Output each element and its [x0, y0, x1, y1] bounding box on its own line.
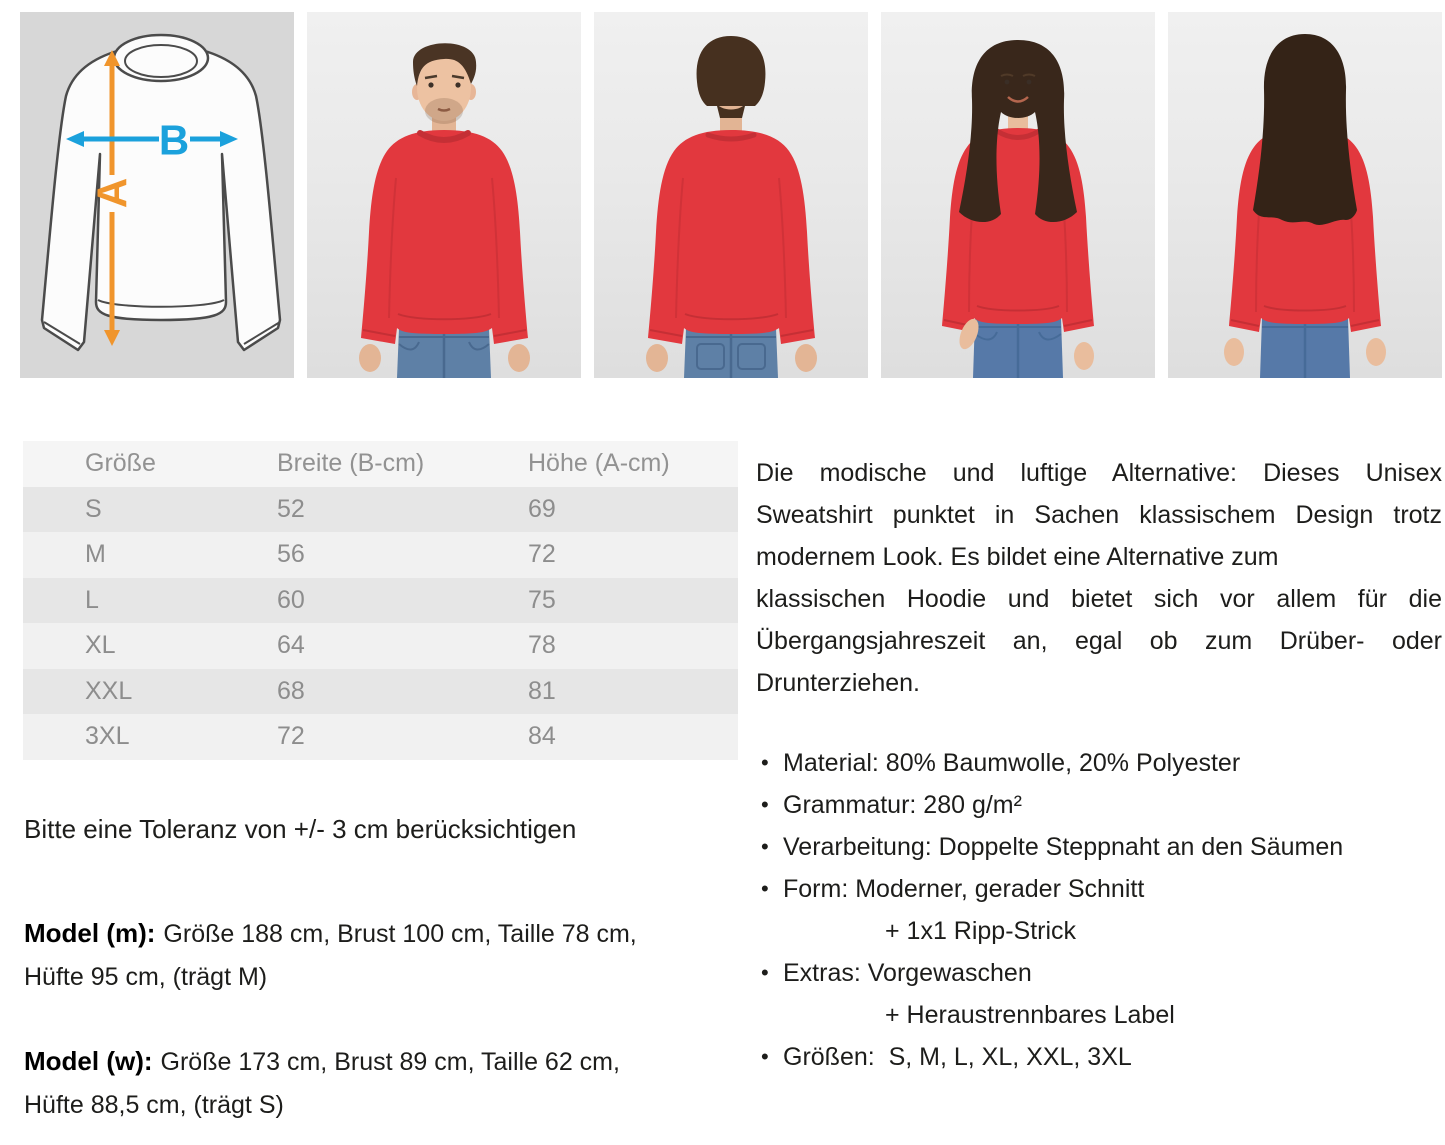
jeans — [973, 318, 1063, 378]
feature-grammatur: • Grammatur: 280 g/m² — [756, 784, 1442, 826]
model-male-label: Model (m): — [24, 918, 156, 948]
photo-female-front[interactable] — [881, 12, 1155, 378]
feature-groessen: • Größen: S, M, L, XL, XXL, 3XL — [756, 1036, 1442, 1078]
hand — [359, 344, 381, 372]
photo-male-front[interactable] — [307, 12, 581, 378]
sweatshirt-outline — [42, 35, 280, 350]
col-header-height: Höhe (A-cm) — [528, 449, 670, 478]
photo-female-back[interactable] — [1168, 12, 1442, 378]
sweatshirt — [942, 128, 1094, 332]
model-female-line1: Model (w): Größe 173 cm, Brust 89 cm, Taille 62 cm, — [24, 1046, 620, 1076]
label-b: B — [158, 116, 190, 164]
feature-form: • Form: Moderner, gerader Schnitt + 1x1 Ripp-Strick — [756, 868, 1442, 952]
table-row: XXL 68 81 — [23, 669, 738, 715]
feature-list — [756, 742, 1442, 1078]
sweatshirt-measurement-diagram — [20, 12, 294, 378]
feature-material: • Material: 80% Baumwolle, 20% Polyester — [756, 742, 1442, 784]
size-table-header — [23, 441, 738, 487]
model-male-line2: Hüfte 95 cm, (trägt M) — [24, 963, 268, 991]
feature-extras: • Extras: Vorgewaschen + Heraustrennbares Label — [756, 952, 1442, 1036]
col-header-width: Breite (B-cm) — [277, 449, 425, 478]
size-table — [23, 441, 738, 760]
sweatshirt — [648, 130, 815, 344]
model-male-info — [24, 912, 738, 999]
label-a: A — [88, 177, 136, 209]
photo-male-back[interactable] — [594, 12, 868, 378]
tolerance-note: Bitte eine Toleranz von +/- 3 cm berücksichtigen — [24, 814, 577, 844]
product-description — [756, 452, 1442, 1078]
hair — [697, 36, 766, 106]
feature-extras-cont: + Heraustrennbares Label — [885, 1001, 1175, 1029]
eye — [1005, 80, 1010, 85]
eye — [1027, 80, 1032, 85]
col-header-size: Größe — [85, 449, 156, 478]
hair — [1253, 34, 1357, 225]
hand — [1224, 338, 1244, 366]
male-back-figure — [594, 12, 868, 378]
feature-verarbeitung: • Verarbeitung: Doppelte Steppnaht an den Säumen — [756, 826, 1442, 868]
model-female-line2: Hüfte 88,5 cm, (trägt S) — [24, 1091, 284, 1119]
description-paragraph: Die modische und luftige Alternative: Dieses Unisex Sweatshirt punktet in Sachen klassischem Design trotz modernem Look. Es bildet eine Alternative zum klassischen Hoodie und bietet sich vor allem für die Übergangsjahreszeit an, egal ob zum Drüber- oder Drunterziehen. — [756, 459, 1442, 697]
hand — [646, 344, 668, 372]
eye — [455, 82, 460, 87]
table-row: S 52 69 — [23, 487, 738, 533]
model-female-label: Model (w): — [24, 1046, 153, 1076]
model-male-line1: Model (m): Größe 188 cm, Brust 100 cm, Taille 78 cm, — [24, 918, 637, 948]
hand — [1366, 338, 1386, 366]
model-female-info — [24, 1040, 738, 1127]
jeans — [684, 328, 778, 378]
feature-form-cont: + 1x1 Ripp-Strick — [885, 917, 1077, 945]
table-row: M 56 72 — [23, 532, 738, 578]
female-back-figure — [1168, 12, 1442, 378]
table-row: XL 64 78 — [23, 623, 738, 669]
sweatshirt — [361, 130, 528, 344]
table-row: 3XL 72 84 — [23, 714, 738, 760]
size-diagram-image[interactable] — [20, 12, 294, 378]
table-row: L 60 75 — [23, 578, 738, 624]
eye — [428, 82, 433, 87]
female-front-figure — [881, 12, 1155, 378]
jeans — [397, 328, 491, 378]
hand — [1074, 342, 1094, 370]
product-image-gallery — [20, 12, 1442, 378]
male-front-figure — [307, 12, 581, 378]
hand — [795, 344, 817, 372]
jeans — [1260, 318, 1350, 378]
hand — [508, 344, 530, 372]
